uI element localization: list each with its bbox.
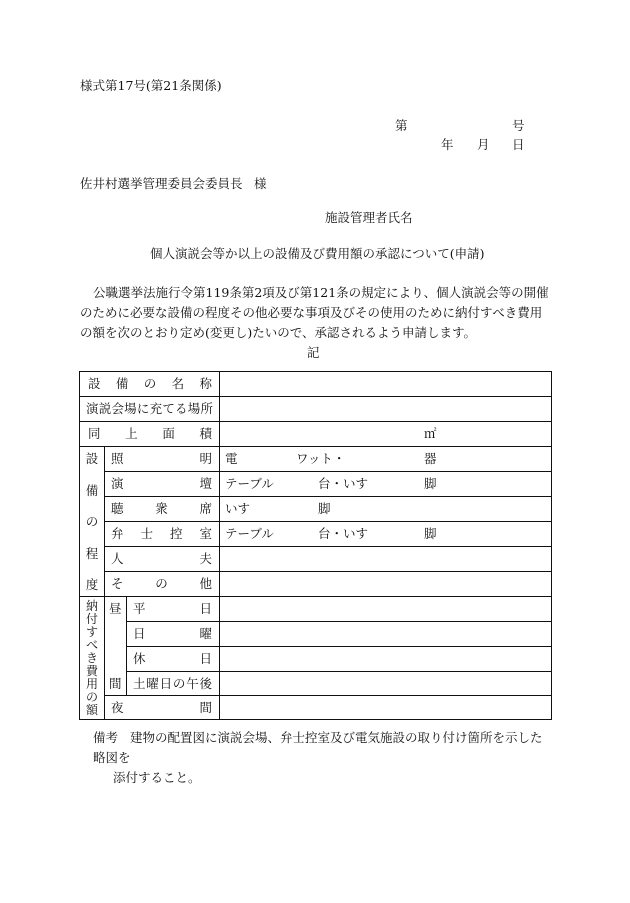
area-unit: ㎡ <box>424 426 437 441</box>
night-label: 夜 間 <box>111 700 212 715</box>
stage-value-chair: 台・いす <box>318 476 369 491</box>
venue-place-label: 演 説 会 場 に 充 て る 場 所 <box>86 401 213 416</box>
lighting-value-ki: 器 <box>424 451 437 466</box>
speaker-value-chair: 台・いす <box>318 526 369 541</box>
applicant-label: 施設管理者氏名 <box>325 210 413 225</box>
body-text: 公職選挙法施行令第119条第2項及び第121条の規定により、個人演説会等の開催のために必要な設備の程度その他必要な事項及びその使用のために納付すべき費用の額を次のとおり定め(変更し)たいので、承認されるよう申請します。 <box>80 285 549 340</box>
daytime-label-bottom: 間 <box>109 676 122 691</box>
date-year: 年 <box>441 137 454 152</box>
lighting-value-watt: ワット・ <box>296 451 346 466</box>
facility-name-label: 設 備 の 名 称 <box>88 376 212 391</box>
area-label: 同 上 面 積 <box>88 426 212 441</box>
holiday-label: 休 日 <box>133 651 212 666</box>
speaker-room-label: 弁 士 控 室 <box>111 526 212 541</box>
ki-label: 記 <box>307 345 320 360</box>
stage-label: 演 壇 <box>111 476 212 491</box>
document-title: 個人演説会等か以上の設備及び費用額の承認について(申請) <box>150 246 485 261</box>
sunday-label: 日 曜 <box>133 626 212 641</box>
number-dai: 第 <box>395 118 408 133</box>
number-go: 号 <box>512 118 525 133</box>
addressee-name: 佐井村選挙管理委員会委員長 <box>80 176 243 191</box>
lighting-label: 照 明 <box>111 451 212 466</box>
speaker-value-kyaku: 脚 <box>424 526 437 541</box>
note-text-line2: 添付すること。 <box>113 770 201 785</box>
other-label: そ の 他 <box>111 576 212 591</box>
daytime-label-top: 昼 <box>109 601 122 616</box>
stage-value-table: テーブル <box>225 476 274 491</box>
saturday-afternoon-label: 土 曜 日 の 午 後 <box>133 676 212 691</box>
audience-value-chair: いす <box>225 501 251 516</box>
note-label: 備考 <box>93 730 119 745</box>
date-day: 日 <box>512 137 525 152</box>
form-number: 様式第17号(第21条関係) <box>80 78 222 93</box>
date-month: 月 <box>477 137 490 152</box>
fee-group-label: 納 付 す べ き 費 用 の 額 <box>85 599 98 717</box>
note <box>93 728 553 788</box>
note-text-line1: 建物の配置図に演説会場、弁士控室及び電気施設の取り付け箇所を示した略図を <box>93 730 543 765</box>
staff-label: 人 夫 <box>111 551 212 566</box>
speaker-value-table: テーブル <box>225 526 274 541</box>
equipment-group-label: 設 備 の 程 度 <box>85 451 99 592</box>
stage-value-kyaku: 脚 <box>424 476 437 491</box>
lighting-value-den: 電 <box>225 451 238 466</box>
audience-value-kyaku: 脚 <box>318 501 331 516</box>
addressee-honorific: 様 <box>254 176 267 191</box>
audience-label: 聴 衆 席 <box>111 501 212 516</box>
weekday-label: 平 日 <box>133 601 212 616</box>
